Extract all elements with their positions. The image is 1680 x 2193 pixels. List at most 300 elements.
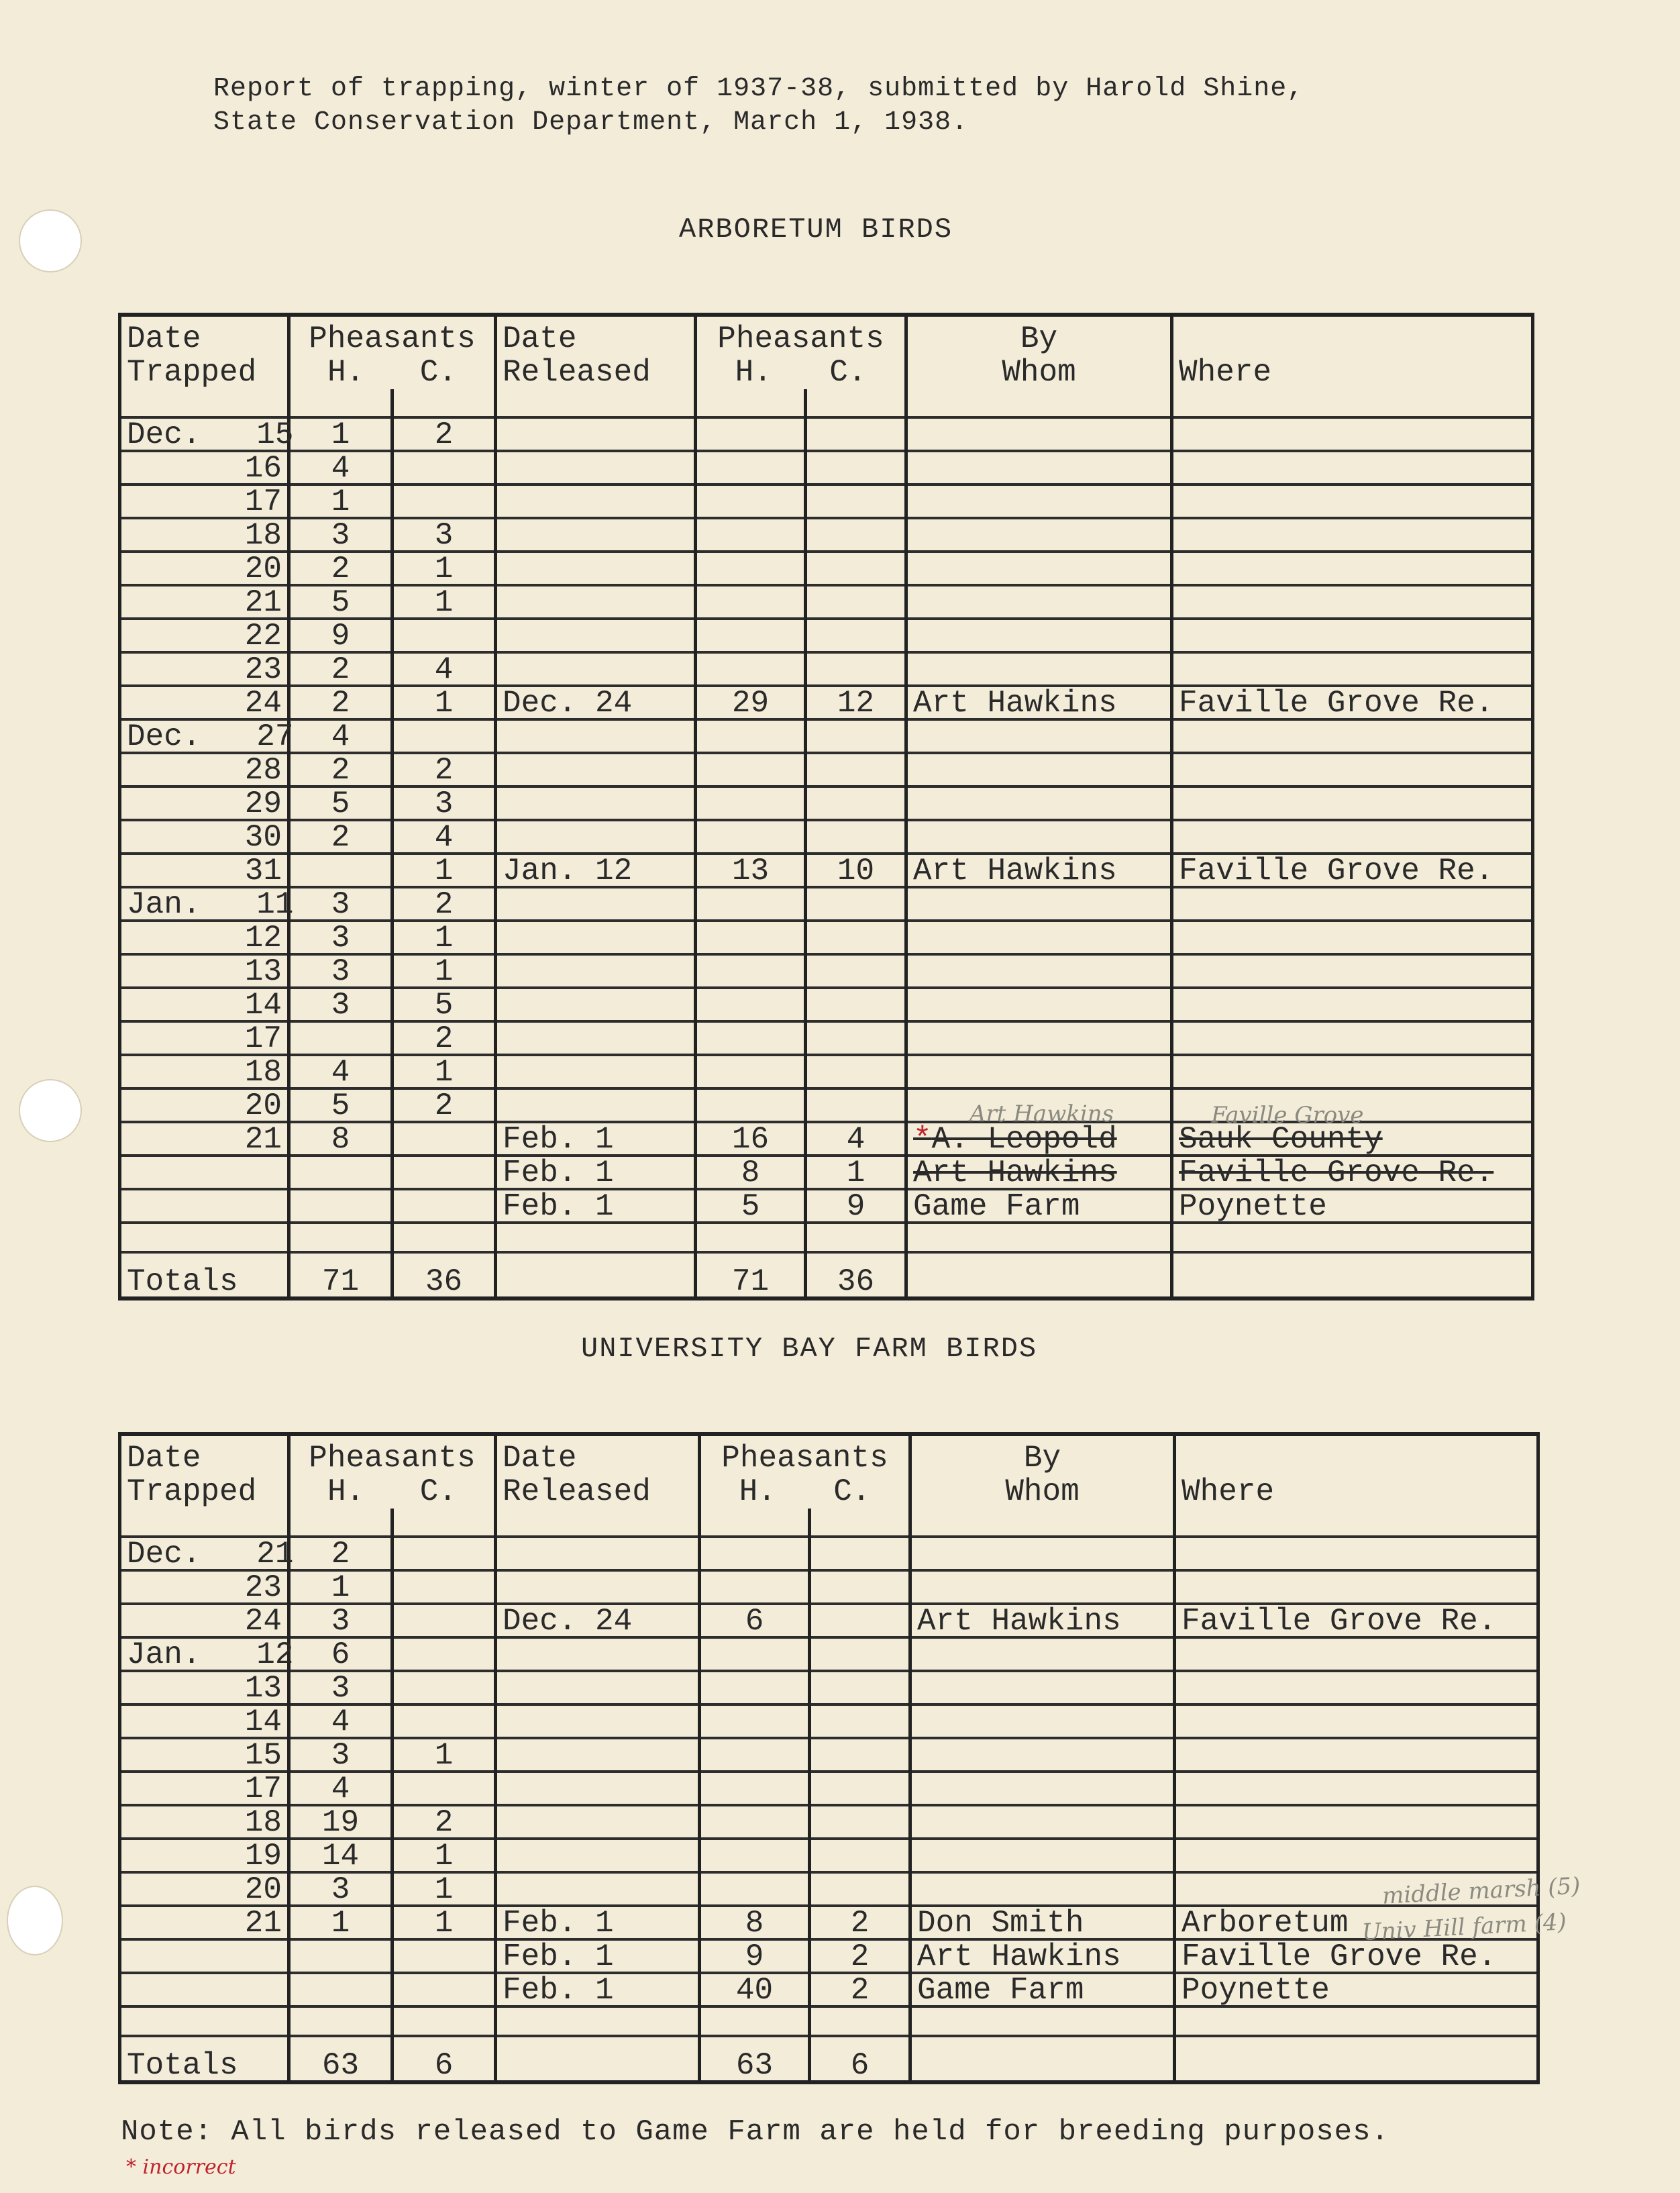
header-pheasants-trapped (289, 315, 496, 389)
by-whom-cell: Game Farm (910, 1973, 1175, 2006)
c-trapped-cell (392, 1189, 496, 1223)
h-released-cell: 8 (700, 1906, 810, 1939)
where-cell (1175, 1839, 1538, 1872)
h-released-cell (700, 1872, 810, 1906)
where-cell (1172, 1055, 1533, 1088)
date-trapped-cell: 28 (120, 753, 289, 786)
date-released-cell: Feb. 1 (496, 1189, 696, 1223)
c-released-cell (810, 1839, 910, 1872)
c-released-cell: 12 (806, 686, 906, 719)
date-released-cell (496, 619, 696, 652)
header-text: By (1023, 1441, 1061, 1476)
date-released-cell (496, 552, 696, 585)
table-row (120, 1973, 1538, 2006)
h-trapped-cell: 2 (289, 652, 392, 686)
date-trapped-cell: Dec. 15 (120, 417, 289, 451)
c-trapped-cell (392, 484, 496, 518)
date-released-cell (496, 1738, 700, 1772)
totals-h-trapped: 63 (289, 2036, 392, 2082)
c-released-cell: 4 (806, 1122, 906, 1156)
h-released-cell (700, 1637, 810, 1671)
spacer-row (120, 1223, 1533, 1252)
date-trapped-cell (120, 1156, 289, 1189)
h-trapped-cell: 5 (289, 786, 392, 820)
table-row (120, 652, 1533, 686)
date-released-cell: Feb. 1 (496, 1973, 700, 2006)
where-cell (1172, 954, 1533, 988)
table-row (120, 1671, 1538, 1704)
date-released-cell (496, 1772, 700, 1805)
h-released-cell (700, 1839, 810, 1872)
c-released-cell (806, 1088, 906, 1122)
spacer-row (120, 2006, 1538, 2036)
where-cell (1175, 1772, 1538, 1805)
where-cell (1172, 552, 1533, 585)
by-whom-cell (906, 988, 1172, 1021)
where-cell (1175, 1537, 1538, 1570)
date-released-cell (496, 988, 696, 1021)
h-trapped-cell (289, 1973, 392, 2006)
date-released-cell: Dec. 24 (496, 1604, 700, 1637)
h-trapped-cell (289, 1939, 392, 1973)
where-cell: Sauk County (1172, 1122, 1533, 1156)
by-whom-cell (910, 1570, 1175, 1604)
c-trapped-cell: 1 (392, 1906, 496, 1939)
h-released-cell (696, 887, 806, 921)
table-row (120, 887, 1533, 921)
c-released-cell (806, 753, 906, 786)
c-released-cell (806, 988, 906, 1021)
header-text: Date (127, 1441, 201, 1476)
header-text: H. (327, 1474, 365, 1509)
h-trapped-cell: 3 (289, 988, 392, 1021)
header-text: C. (833, 1474, 871, 1509)
totals-c-trapped: 36 (392, 1252, 496, 1298)
where-cell: Poynette (1175, 1973, 1538, 2006)
c-released-cell (810, 1805, 910, 1839)
h-trapped-cell: 2 (289, 1537, 392, 1570)
where-cell (1172, 652, 1533, 686)
c-released-cell (810, 1738, 910, 1772)
arboretum-title: ARBORETUM BIRDS (679, 213, 953, 246)
date-released-cell: Jan. 12 (496, 854, 696, 887)
where-cell (1175, 1805, 1538, 1839)
by-whom-cell: Art Hawkins (910, 1939, 1175, 1973)
table-row (120, 518, 1533, 552)
by-whom-cell (906, 518, 1172, 552)
h-trapped-cell (289, 854, 392, 887)
h-trapped-cell: 4 (289, 451, 392, 484)
h-released-cell (696, 484, 806, 518)
h-released-cell (696, 619, 806, 652)
table-row (120, 1055, 1533, 1088)
punch-hole-bottom (7, 1886, 63, 1955)
c-trapped-cell (392, 1637, 496, 1671)
date-released-cell (496, 518, 696, 552)
c-trapped-cell: 1 (392, 686, 496, 719)
date-released-cell (496, 719, 696, 753)
table-row (120, 552, 1533, 585)
footnote-asterisk: * (126, 2155, 136, 2179)
table-row (120, 1189, 1533, 1223)
date-trapped-cell: 18 (120, 1805, 289, 1839)
h-trapped-cell: 3 (289, 1671, 392, 1704)
where-cell (1172, 921, 1533, 954)
table-row (120, 820, 1533, 854)
date-trapped-cell: 17 (120, 1772, 289, 1805)
header-text: C. (419, 1474, 457, 1509)
table-row (120, 484, 1533, 518)
date-trapped-cell: 19 (120, 1839, 289, 1872)
by-whom-cell (906, 652, 1172, 686)
footnote-text: incorrect (142, 2155, 236, 2179)
c-trapped-cell: 3 (392, 786, 496, 820)
by-whom-cell (906, 786, 1172, 820)
h-released-cell (696, 954, 806, 988)
date-released-cell (496, 1839, 700, 1872)
table-row (120, 1839, 1538, 1872)
c-trapped-cell: 2 (392, 1021, 496, 1055)
where-cell: Poynette (1172, 1189, 1533, 1223)
h-released-cell (696, 451, 806, 484)
h-trapped-cell: 3 (289, 921, 392, 954)
c-trapped-cell: 1 (392, 921, 496, 954)
c-trapped-cell: 1 (392, 1839, 496, 1872)
h-released-cell: 16 (696, 1122, 806, 1156)
c-released-cell (806, 719, 906, 753)
where-cell (1172, 1021, 1533, 1055)
by-whom-cell (906, 1055, 1172, 1088)
date-released-cell: Feb. 1 (496, 1156, 696, 1189)
h-released-cell (700, 1738, 810, 1772)
date-trapped-cell (120, 1939, 289, 1973)
c-trapped-cell (392, 1939, 496, 1973)
university-bay-table (118, 1432, 1540, 2084)
header-text: H. (327, 355, 365, 390)
c-trapped-cell (392, 1704, 496, 1738)
punch-hole-middle (19, 1079, 82, 1142)
table-row (120, 719, 1533, 753)
header-text: C. (829, 355, 867, 390)
date-released-cell (496, 1021, 696, 1055)
header-date-trapped (120, 315, 289, 389)
by-whom-cell (906, 451, 1172, 484)
table-row (120, 451, 1533, 484)
by-whom-cell (906, 719, 1172, 753)
date-trapped-cell: Jan. 11 (120, 887, 289, 921)
c-trapped-cell (392, 719, 496, 753)
by-whom-cell (910, 1704, 1175, 1738)
where-cell: Faville Grove Re. (1175, 1939, 1538, 1973)
table-row (120, 1906, 1538, 1939)
date-trapped-cell: 24 (120, 686, 289, 719)
totals-h-trapped: 71 (289, 1252, 392, 1298)
where-cell (1172, 619, 1533, 652)
h-trapped-cell: 19 (289, 1805, 392, 1839)
date-released-cell (496, 652, 696, 686)
date-trapped-cell: 21 (120, 585, 289, 619)
c-trapped-cell (392, 1604, 496, 1637)
header-text: Released (503, 1474, 651, 1509)
by-whom-cell: Game Farm (906, 1189, 1172, 1223)
date-trapped-cell: Dec. 21 (120, 1537, 289, 1570)
header-text: Pheasants (309, 321, 476, 356)
header-text: Whom (1005, 1474, 1080, 1509)
where-cell (1175, 1570, 1538, 1604)
date-trapped-cell: 21 (120, 1906, 289, 1939)
where-cell (1172, 585, 1533, 619)
where-cell (1172, 753, 1533, 786)
by-whom-cell (910, 1738, 1175, 1772)
date-trapped-cell: 23 (120, 652, 289, 686)
h-trapped-cell: 1 (289, 417, 392, 451)
table-row (120, 988, 1533, 1021)
h-released-cell (696, 1021, 806, 1055)
header-text: Where (1182, 1474, 1275, 1509)
table-row (120, 1156, 1533, 1189)
c-released-cell (810, 1637, 910, 1671)
date-trapped-cell: 16 (120, 451, 289, 484)
date-released-cell (496, 1537, 700, 1570)
header-where (1172, 315, 1533, 389)
c-trapped-cell: 2 (392, 417, 496, 451)
by-whom-cell: Art Hawkins (906, 854, 1172, 887)
date-released-cell (496, 753, 696, 786)
date-released-cell (496, 1637, 700, 1671)
date-trapped-cell: 30 (120, 820, 289, 854)
h-released-cell (696, 585, 806, 619)
c-trapped-cell (392, 1156, 496, 1189)
by-whom-cell (910, 1872, 1175, 1906)
header-text: Date (503, 321, 577, 356)
date-trapped-cell: 18 (120, 518, 289, 552)
date-trapped-cell: 31 (120, 854, 289, 887)
date-released-cell (496, 484, 696, 518)
totals-c-released: 36 (806, 1252, 906, 1298)
spacer-row (120, 389, 1533, 417)
totals-c-released: 6 (810, 2036, 910, 2082)
h-released-cell (696, 652, 806, 686)
c-released-cell: 9 (806, 1189, 906, 1223)
header-date-released (496, 315, 696, 389)
table-row (120, 753, 1533, 786)
c-released-cell (806, 417, 906, 451)
c-trapped-cell: 5 (392, 988, 496, 1021)
table-row (120, 1021, 1533, 1055)
table-row (120, 1772, 1538, 1805)
c-trapped-cell: 2 (392, 1088, 496, 1122)
by-whom-cell (910, 1772, 1175, 1805)
where-cell (1172, 484, 1533, 518)
spacer-row (120, 1509, 1538, 1537)
table-row (120, 786, 1533, 820)
header-text: Trapped (127, 1474, 257, 1509)
date-trapped-cell: 17 (120, 1021, 289, 1055)
correction-asterisk: * (913, 1122, 932, 1157)
table-row (120, 619, 1533, 652)
punch-hole-top (19, 209, 82, 272)
header-text: H. (735, 355, 772, 390)
handwritten-margin-note-1: middle marsh (5) (1381, 1872, 1581, 1910)
c-trapped-cell: 1 (392, 1738, 496, 1772)
c-trapped-cell: 1 (392, 585, 496, 619)
h-released-cell (696, 921, 806, 954)
h-trapped-cell: 3 (289, 518, 392, 552)
h-trapped-cell (289, 1189, 392, 1223)
c-released-cell (810, 1704, 910, 1738)
h-trapped-cell: 5 (289, 1088, 392, 1122)
table-row (120, 686, 1533, 719)
c-released-cell (810, 1872, 910, 1906)
c-trapped-cell (392, 1973, 496, 2006)
header-text: Pheasants (309, 1441, 476, 1476)
by-whom-cell (906, 954, 1172, 988)
handwritten-margin-note-2: Univ Hill farm (4) (1361, 1908, 1567, 1946)
date-trapped-cell: 21 (120, 1122, 289, 1156)
table-row (120, 1704, 1538, 1738)
h-released-cell (700, 1772, 810, 1805)
date-trapped-cell: 18 (120, 1055, 289, 1088)
c-trapped-cell: 4 (392, 820, 496, 854)
h-trapped-cell: 14 (289, 1839, 392, 1872)
c-trapped-cell: 2 (392, 1805, 496, 1839)
date-trapped-cell: 12 (120, 921, 289, 954)
date-trapped-cell: Dec. 27 (120, 719, 289, 753)
date-trapped-cell: 24 (120, 1604, 289, 1637)
c-trapped-cell: 4 (392, 652, 496, 686)
date-released-cell (496, 1055, 696, 1088)
date-released-cell (496, 1872, 700, 1906)
where-cell (1172, 820, 1533, 854)
date-trapped-cell: 13 (120, 1671, 289, 1704)
header-text: Pheasants (717, 321, 884, 356)
header-pheasants-released (696, 315, 906, 389)
header-text: Date (503, 1441, 577, 1476)
where-cell: Arboretum (1175, 1906, 1538, 1939)
by-whom-cell (910, 1671, 1175, 1704)
date-released-cell (496, 786, 696, 820)
c-released-cell (806, 954, 906, 988)
c-released-cell (806, 552, 906, 585)
c-released-cell (806, 451, 906, 484)
where-cell: Faville Grove Re. (1172, 1156, 1533, 1189)
by-whom-cell (906, 887, 1172, 921)
totals-row (120, 2036, 1538, 2082)
date-trapped-cell (120, 1973, 289, 2006)
h-released-cell (700, 1805, 810, 1839)
by-whom-text: A. Leopold (931, 1122, 1117, 1157)
by-whom-cell (906, 753, 1172, 786)
c-released-cell (810, 1604, 910, 1637)
h-trapped-cell (289, 1156, 392, 1189)
h-trapped-cell: 3 (289, 1738, 392, 1772)
table-row (120, 1604, 1538, 1637)
h-released-cell (696, 820, 806, 854)
date-trapped-cell: 20 (120, 1088, 289, 1122)
header-pheasants-trapped (289, 1434, 496, 1509)
totals-row (120, 1252, 1533, 1298)
c-released-cell (806, 652, 906, 686)
by-whom-cell (910, 1537, 1175, 1570)
h-trapped-cell: 2 (289, 686, 392, 719)
c-trapped-cell: 2 (392, 887, 496, 921)
c-released-cell (810, 1537, 910, 1570)
h-trapped-cell: 9 (289, 619, 392, 652)
where-cell (1172, 451, 1533, 484)
date-trapped-cell: 23 (120, 1570, 289, 1604)
header-where (1175, 1434, 1538, 1509)
header-text: H. (739, 1474, 776, 1509)
c-trapped-cell (392, 1570, 496, 1604)
header-text: By (1020, 321, 1058, 356)
table-row (120, 854, 1533, 887)
by-whom-cell: Art Hawkins (910, 1604, 1175, 1637)
table-row (120, 1872, 1538, 1906)
date-trapped-cell: Jan. 12 (120, 1637, 289, 1671)
h-released-cell: 6 (700, 1604, 810, 1637)
h-trapped-cell: 1 (289, 484, 392, 518)
date-released-cell (496, 585, 696, 619)
date-trapped-cell: 22 (120, 619, 289, 652)
header-text: Pheasants (721, 1441, 888, 1476)
date-released-cell: Feb. 1 (496, 1939, 700, 1973)
where-cell (1172, 988, 1533, 1021)
c-released-cell (810, 1671, 910, 1704)
c-released-cell (806, 820, 906, 854)
date-trapped-cell: 14 (120, 1704, 289, 1738)
date-trapped-cell: 20 (120, 552, 289, 585)
h-released-cell (696, 417, 806, 451)
date-released-cell (496, 820, 696, 854)
table-row (120, 1738, 1538, 1772)
totals-h-released: 71 (696, 1252, 806, 1298)
h-trapped-cell: 4 (289, 1704, 392, 1738)
c-released-cell (806, 484, 906, 518)
c-released-cell (806, 1021, 906, 1055)
header-text: Released (503, 355, 651, 390)
c-released-cell: 2 (810, 1973, 910, 2006)
h-released-cell (700, 1570, 810, 1604)
where-cell (1172, 786, 1533, 820)
by-whom-cell: Don Smith (910, 1906, 1175, 1939)
table-row (120, 1570, 1538, 1604)
date-trapped-cell: 17 (120, 484, 289, 518)
h-trapped-cell: 4 (289, 1055, 392, 1088)
totals-label: Totals (120, 2036, 289, 2082)
date-released-cell (496, 1088, 696, 1122)
h-released-cell: 9 (700, 1939, 810, 1973)
c-trapped-cell (392, 619, 496, 652)
date-trapped-cell: 15 (120, 1738, 289, 1772)
c-released-cell (806, 786, 906, 820)
date-released-cell: Dec. 24 (496, 686, 696, 719)
date-trapped-cell: 13 (120, 954, 289, 988)
c-trapped-cell: 1 (392, 854, 496, 887)
h-trapped-cell: 3 (289, 887, 392, 921)
table-row (120, 1939, 1538, 1973)
date-released-cell (496, 954, 696, 988)
date-released-cell: Feb. 1 (496, 1906, 700, 1939)
h-released-cell: 40 (700, 1973, 810, 2006)
where-cell: Faville Grove Re. (1172, 854, 1533, 887)
by-whom-cell (906, 820, 1172, 854)
h-trapped-cell: 1 (289, 1906, 392, 1939)
where-cell (1172, 719, 1533, 753)
h-trapped-cell: 8 (289, 1122, 392, 1156)
date-trapped-cell: 20 (120, 1872, 289, 1906)
table-row (120, 1537, 1538, 1570)
by-whom-cell (906, 552, 1172, 585)
